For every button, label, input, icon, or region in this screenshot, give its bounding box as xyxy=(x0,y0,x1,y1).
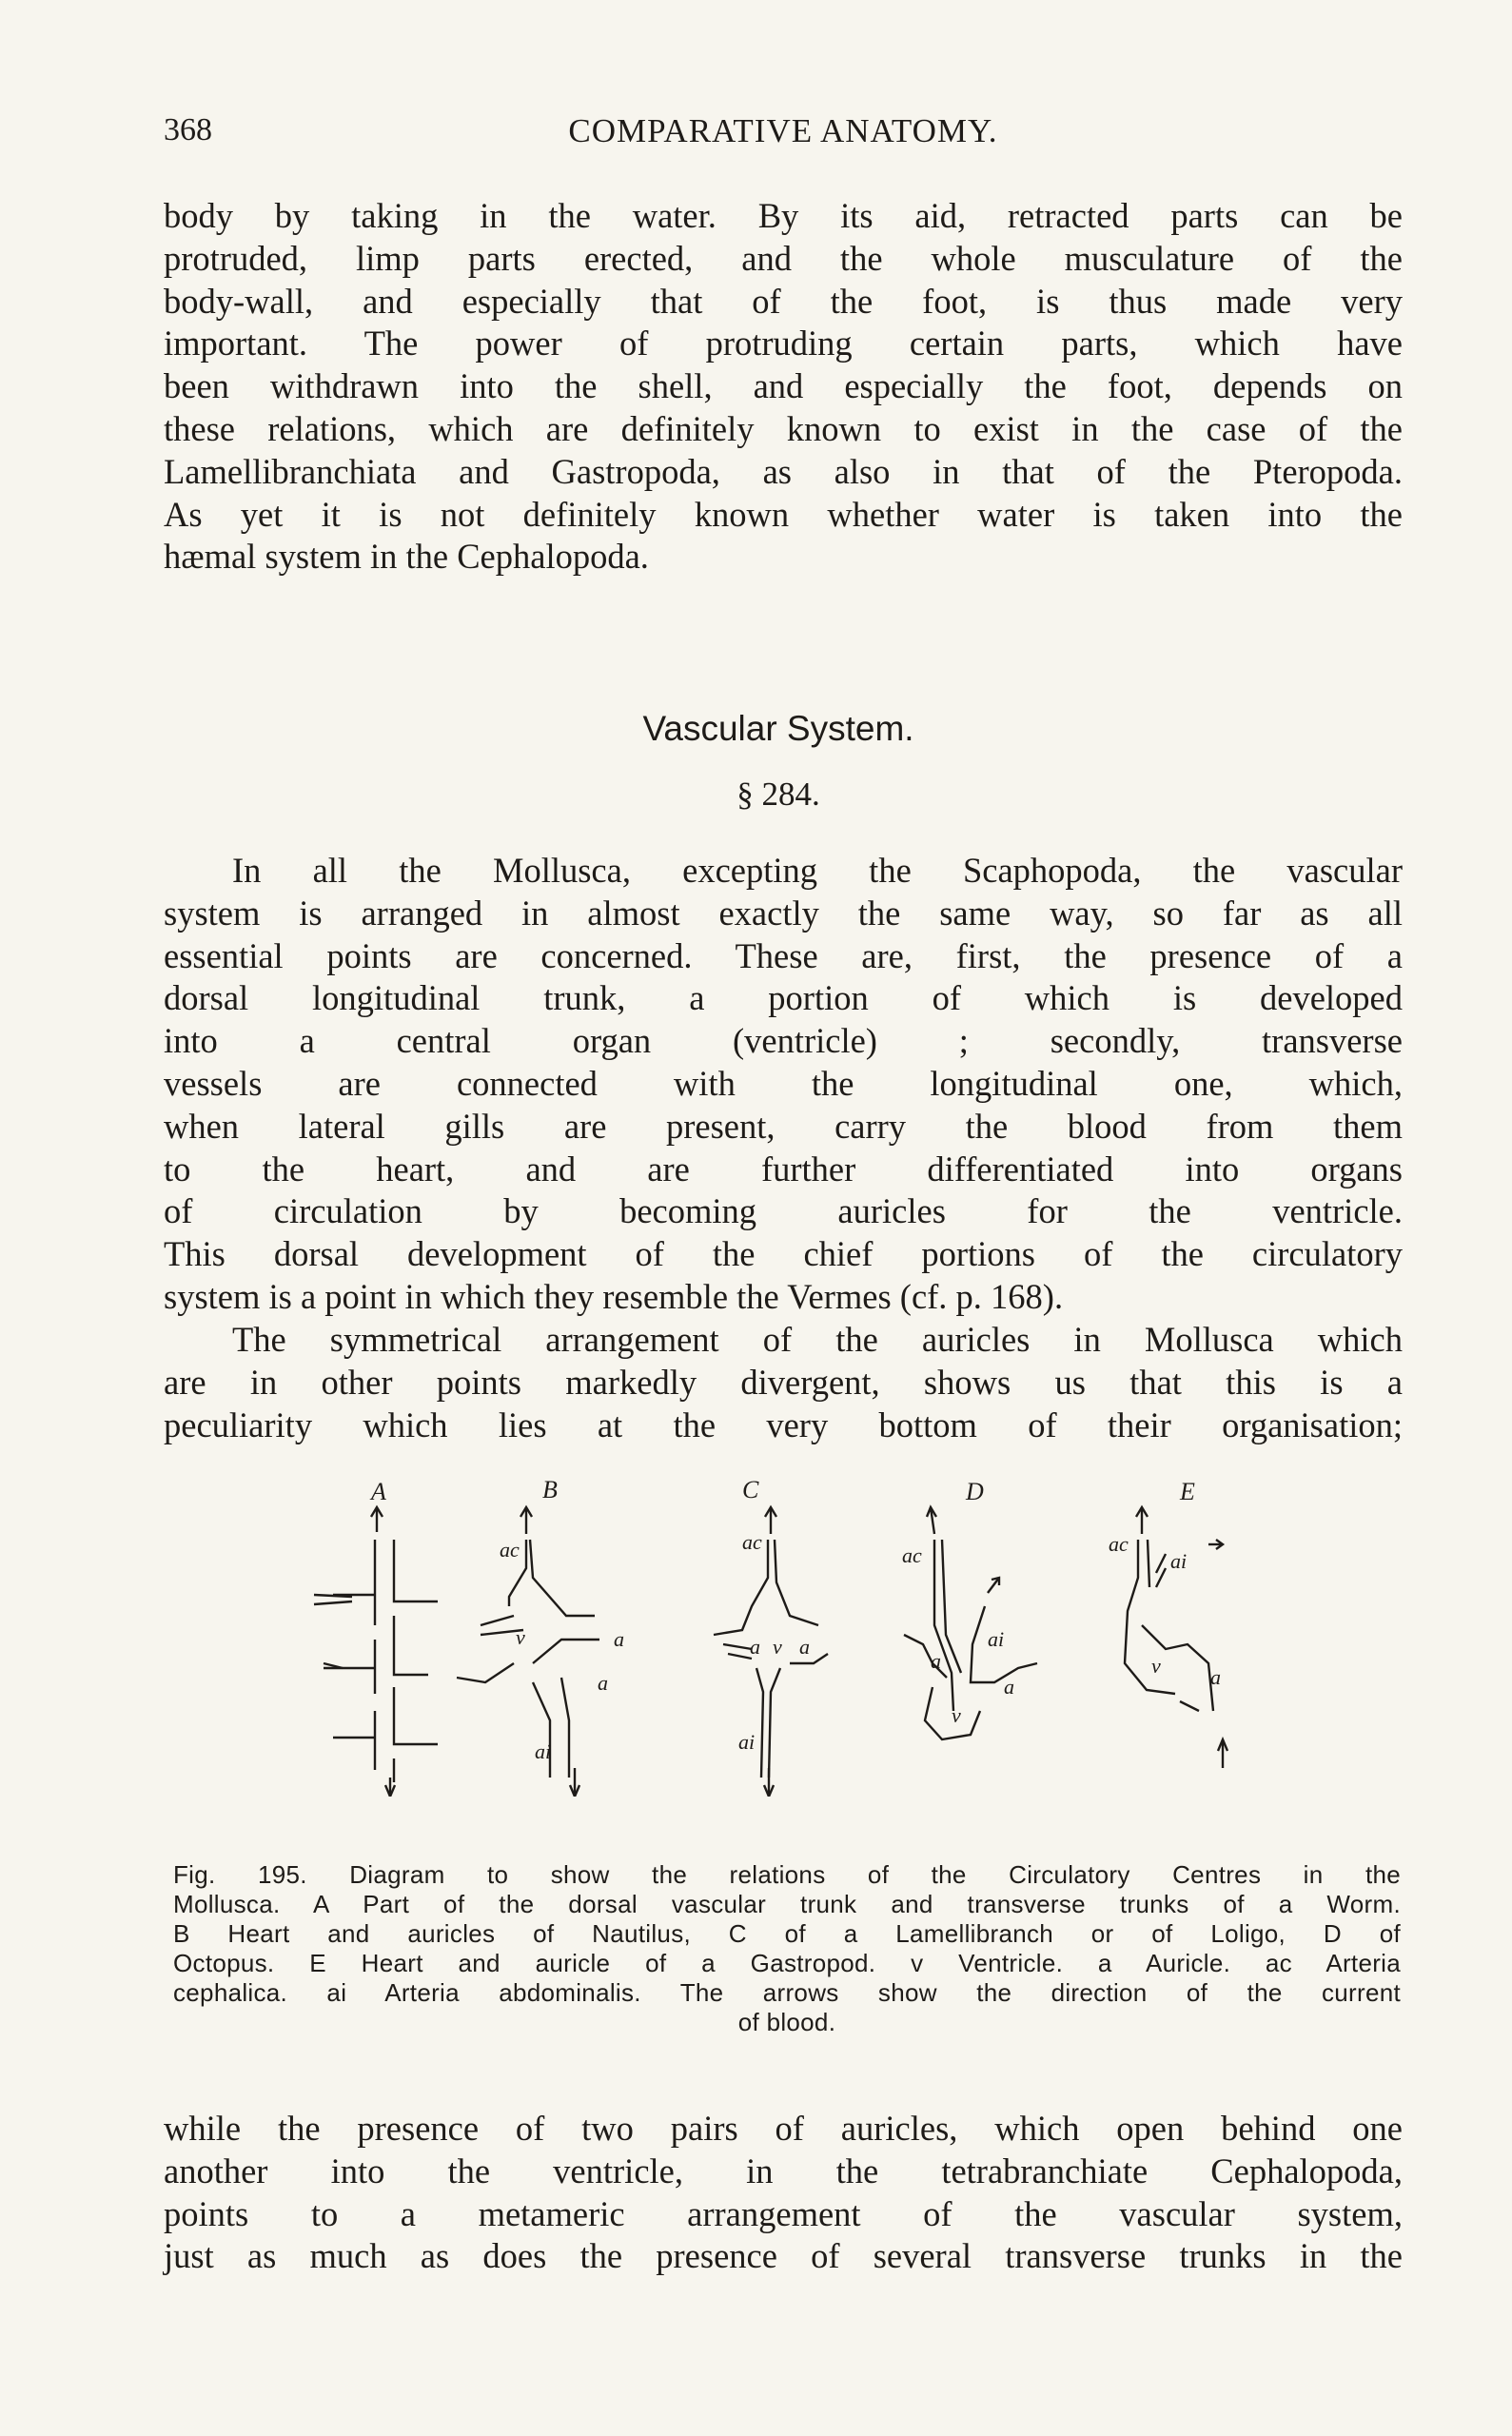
running-title: COMPARATIVE ANATOMY. xyxy=(568,112,998,149)
paragraph-final xyxy=(164,2108,1403,2278)
label-ai-c: ai xyxy=(738,1730,756,1754)
panel-d xyxy=(902,1478,1037,1739)
text-line: vessels are connected with the longitudinal one, which, xyxy=(164,1063,1403,1103)
text-line: these relations, which are definitely known to exist in the case of the xyxy=(164,408,1403,448)
section-number: § 284. xyxy=(736,776,820,813)
text-line: important. The power of protruding certain parts, which have xyxy=(164,324,1403,363)
panel-a xyxy=(314,1478,438,1797)
label-v-d: v xyxy=(952,1703,961,1727)
circulatory-centres-drawing xyxy=(295,1473,1285,1797)
text-line: just as much as does the presence of several transverse trunks in the xyxy=(164,2236,1403,2276)
text-line: to the heart, and are further differentiated into organs xyxy=(164,1149,1403,1189)
text-line: points to a metameric arrangement of the vascular system, xyxy=(164,2193,1403,2233)
text-line: of circulation by becoming auricles for the ventricle. xyxy=(164,1191,1403,1231)
panel-label-e: E xyxy=(1180,1478,1195,1505)
label-a-c2: a xyxy=(799,1635,810,1659)
figure-caption xyxy=(173,1860,1401,2037)
text-line: system is a point in which they resemble the Vermes (cf. p. 168). xyxy=(164,1276,1064,1316)
label-ac-d: ac xyxy=(902,1543,922,1567)
label-a-b2: a xyxy=(598,1671,608,1695)
label-a-d2: a xyxy=(1004,1675,1014,1699)
caption-line: cephalica. ai Arteria abdominalis. The arrows show the direction of the current xyxy=(173,1978,1401,2007)
text-line: been withdrawn into the shell, and especially the foot, depends on xyxy=(164,366,1403,406)
label-ac-b: ac xyxy=(500,1538,520,1562)
panel-label-c: C xyxy=(742,1476,759,1503)
text-line: system is arranged in almost exactly the same way, so far as all xyxy=(164,893,1403,933)
text-line: body-wall, and especially that of the foot, is thus made very xyxy=(164,281,1403,321)
caption-line: B Heart and auricles of Nautilus, C of a Lamellibranch or of Loligo, D of xyxy=(173,1919,1401,1948)
label-v-b: v xyxy=(516,1625,525,1649)
section-title: Vascular System. xyxy=(642,709,914,748)
text-line: The symmetrical arrangement of the auricles in Mollusca which xyxy=(232,1320,1403,1359)
label-v-c: v xyxy=(773,1635,782,1659)
text-line: into a central organ (ventricle) ; secondly, transverse xyxy=(164,1021,1403,1061)
caption-line: of blood. xyxy=(737,2008,836,2036)
text-line: peculiarity which lies at the very bottom of their organisation; xyxy=(164,1405,1403,1444)
text-line: protruded, limp parts erected, and the whole musculature of the xyxy=(164,238,1403,278)
label-a-e: a xyxy=(1210,1665,1221,1689)
label-a-b1: a xyxy=(614,1627,624,1651)
label-ac-c: ac xyxy=(742,1530,762,1554)
text-line: This dorsal development of the chief portions of the circulatory xyxy=(164,1234,1403,1274)
panel-label-a: A xyxy=(371,1478,386,1505)
text-line: another into the ventricle, in the tetrabranchiate Cephalopoda, xyxy=(164,2151,1403,2190)
label-ai-b: ai xyxy=(535,1739,552,1763)
label-a-c1: a xyxy=(750,1635,760,1659)
text-line: hæmal system in the Cephalopoda. xyxy=(164,537,649,577)
page-header xyxy=(164,112,1403,158)
text-line: As yet it is not definitely known whether water is taken into the xyxy=(164,494,1403,534)
panel-e xyxy=(1109,1478,1227,1768)
text-line: essential points are concerned. These are, first, the presence of a xyxy=(164,935,1403,975)
label-ai-d: ai xyxy=(988,1627,1005,1651)
label-a-d1: a xyxy=(931,1649,941,1673)
paragraph-vascular-2 xyxy=(164,1319,1403,1446)
label-ai-e: ai xyxy=(1170,1549,1188,1573)
text-line: body by taking in the water. By its aid, retracted parts can be xyxy=(164,196,1403,235)
text-line: while the presence of two pairs of auricles, which open behind one xyxy=(164,2109,1403,2148)
label-ac-e: ac xyxy=(1109,1532,1129,1556)
text-line: are in other points markedly divergent, shows us that this is a xyxy=(164,1362,1403,1402)
caption-line: Mollusca. A Part of the dorsal vascular trunk and transverse trunks of a Worm. xyxy=(173,1890,1401,1918)
figure-195-diagram xyxy=(295,1473,1285,1797)
caption-line: Octopus. E Heart and auricle of a Gastropod. v Ventricle. a Auricle. ac Arteria xyxy=(173,1949,1401,1977)
text-line: dorsal longitudinal trunk, a portion of which is developed xyxy=(164,978,1403,1018)
page-number: 368 xyxy=(164,112,212,147)
panel-label-b: B xyxy=(542,1476,558,1503)
text-line: when lateral gills are present, carry the blood from them xyxy=(164,1106,1403,1146)
paragraph-vascular-1 xyxy=(164,850,1403,1319)
label-v-e: v xyxy=(1151,1654,1161,1678)
panel-label-d: D xyxy=(966,1478,984,1505)
text-line: Lamellibranchiata and Gastropoda, as also in that of the Pteropoda. xyxy=(164,451,1403,491)
text-line: In all the Mollusca, excepting the Scaphopoda, the vascular xyxy=(232,851,1403,890)
panel-c xyxy=(714,1476,828,1797)
panel-b xyxy=(457,1476,624,1797)
caption-line: Fig. 195. Diagram to show the relations of the Circulatory Centres in the xyxy=(173,1860,1401,1889)
intro-paragraph xyxy=(164,195,1403,579)
